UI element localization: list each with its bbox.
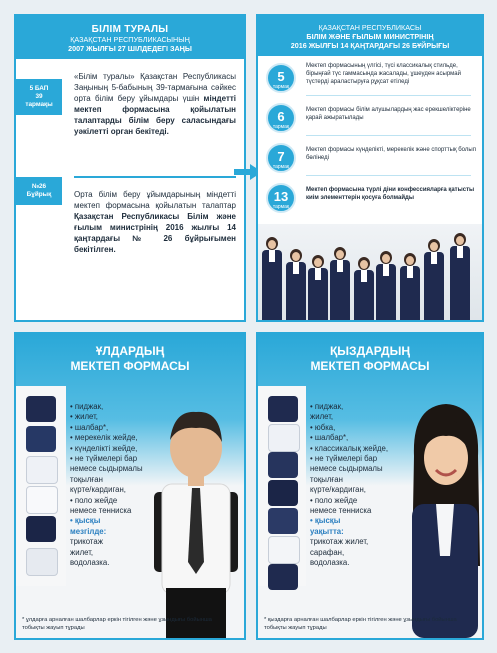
- order-text-bold: Қазақстан Республикасы Білім және ғылым министрінің 2016 жылғы 14 қаңтардағы № 26 бұйрығымен бекітілген.: [74, 212, 236, 254]
- clause-unit: тармақ: [272, 164, 290, 170]
- article-badge-number: 39: [35, 93, 43, 100]
- boys-title-line2: МЕКТЕП ФОРМАСЫ: [70, 359, 190, 373]
- student-figure: [424, 239, 444, 320]
- student-figure: [354, 257, 374, 320]
- student-figure: [400, 253, 420, 320]
- clause-number-badge: [266, 143, 296, 173]
- winter-label-2: мезгілде:: [70, 526, 107, 536]
- clause-divider: [306, 175, 471, 176]
- clause-item: [258, 140, 482, 176]
- order-panel-header: [258, 16, 482, 56]
- clause-text: Мектеп формасы білім алушылардың жас ерекшеліктеріне қарай ажыратылады: [306, 107, 471, 121]
- clause-divider: [306, 135, 471, 136]
- skirt-icon: [268, 508, 298, 534]
- list-item: тоқылған: [310, 474, 343, 484]
- law-panel-date: 2007 ЖЫЛҒЫ 27 ШІЛДЕДЕГІ ЗАҢЫ: [68, 44, 192, 53]
- cardigan-icon: [26, 516, 56, 542]
- boys-wardrobe-image: [16, 386, 66, 586]
- vest-icon: [26, 426, 56, 452]
- clause-number: 13: [273, 189, 289, 204]
- order-panel: [256, 14, 484, 322]
- clause-number: 5: [277, 69, 285, 84]
- winter-label: • қысқы: [70, 516, 101, 526]
- list-item: • поло жейде: [310, 495, 358, 505]
- student-figure: [450, 233, 470, 320]
- list-item: • не түймелері бар: [70, 454, 138, 464]
- article-badge-label: 5 БАП: [29, 85, 49, 92]
- list-item: • пиджак,: [70, 402, 104, 411]
- order-panel-title-1: ҚАЗАҚСТАН РЕСПУБЛИКАСЫ: [318, 23, 422, 32]
- clause-number: 7: [277, 149, 285, 164]
- law-text: [74, 71, 236, 137]
- list-item: немесе тенниска: [310, 506, 372, 516]
- list-item: немесе сыдырмалы: [310, 464, 383, 474]
- list-item: • классикалық жейде,: [310, 443, 389, 453]
- list-item: • не түймелері бар: [310, 454, 378, 464]
- students-photo: [258, 224, 482, 320]
- shirt-icon: [268, 536, 300, 564]
- blazer-icon: [268, 396, 298, 422]
- girl-student-photo: [408, 396, 482, 638]
- winter-label-2: уақытта:: [310, 526, 344, 536]
- list-item: немесе сыдырмалы: [70, 464, 143, 474]
- girls-items-list: [310, 402, 388, 569]
- girls-footnote: * қыздарға арналған шалбарлар еркін тігілген және ұзындығы бойынша тобықты жауып тұрады: [264, 617, 457, 631]
- law-panel-title: БІЛІМ ТУРАЛЫ: [91, 24, 169, 35]
- list-item: • шалбар*,: [310, 433, 349, 443]
- order-panel-title-2: БІЛІМ ЖӘНЕ ҒЫЛЫМ МИНИСТРІНІҢ: [306, 32, 434, 41]
- blazer-icon: [26, 396, 56, 422]
- clause-divider: [306, 95, 471, 96]
- boy-student-photo: [148, 392, 244, 638]
- clause-text: Мектеп формасына түрлі діни конфессияларға қатысты киім элементтерін қосуға болмайды: [306, 187, 475, 201]
- boys-footnote: * ұлдарға арналған шалбарлар еркін тігілген және ұзындығы бойынша тобықты жауып тұрады: [22, 617, 212, 631]
- boys-title-line1: ҰЛДАРДЫҢ: [95, 344, 165, 358]
- order-badge: [16, 177, 62, 205]
- order-badge-number: №26: [31, 183, 47, 190]
- clause-number-badge: [266, 63, 296, 93]
- shirt-icon: [26, 456, 58, 484]
- vest-icon: [268, 452, 298, 478]
- order-panel-title-3: 2016 ЖЫЛҒЫ 14 ҚАҢТАРДАҒЫ 26 БҰЙРЫҒЫ: [290, 41, 450, 50]
- clause-unit: тармақ: [272, 204, 290, 210]
- clause-number: 6: [277, 109, 285, 124]
- clause-number-badge: [266, 183, 296, 213]
- law-panel-header: [16, 16, 244, 59]
- student-figure: [376, 251, 396, 320]
- list-item: жилет,: [310, 412, 334, 422]
- polo-icon: [26, 548, 58, 576]
- list-item: • шалбар*,: [70, 422, 109, 432]
- boys-uniform-panel: [14, 332, 246, 640]
- list-item: трикотаж жилет,: [310, 537, 369, 547]
- girls-title-line2: МЕКТЕП ФОРМАСЫ: [310, 359, 430, 373]
- list-item: сарафан,: [310, 547, 345, 557]
- divider: [74, 176, 236, 178]
- student-figure: [286, 249, 306, 320]
- girls-panel-title: [258, 334, 482, 374]
- list-item: водолазка.: [310, 558, 350, 568]
- order-badge-label: Бұйрық: [26, 191, 52, 198]
- student-figure: [262, 237, 282, 320]
- list-item: жилет,: [70, 547, 94, 557]
- girls-title-line1: ҚЫЗДАРДЫҢ: [329, 344, 410, 358]
- list-item: • юбка,: [310, 422, 336, 432]
- law-panel: [14, 14, 246, 322]
- clause-unit: тармақ: [272, 84, 290, 90]
- clause-item: [258, 60, 482, 96]
- article-badge-unit: тармақы: [25, 101, 53, 108]
- student-figure: [308, 255, 328, 320]
- clause-unit: тармақ: [272, 124, 290, 130]
- clause-number-badge: [266, 103, 296, 133]
- shirt-icon: [26, 486, 58, 514]
- clause-item: [258, 100, 482, 136]
- clause-text: Мектеп формасының үлгісі, түсі классикалық стильде, бірыңғай түс гаммасында жасалады, ұшеуден асырмай түстерді араластыруға рұқсат етіледі: [306, 63, 461, 85]
- order-text: [74, 189, 236, 255]
- trousers-icon: [268, 564, 298, 590]
- law-text-plain: «Білім туралы» Қазақстан Республикасы Заңының 5-бабының 39-тармағына сәйкес орта білім беру ұйымдары үшін: [74, 72, 236, 103]
- order-text-plain: Орта білім беру ұйымдарының міндетті мектеп формасына қойылатын талаптар: [74, 190, 236, 210]
- student-figure: [330, 247, 350, 320]
- girls-uniform-panel: [256, 332, 484, 640]
- law-text-bold: міндетті мектеп формасына қойылатын талаптарды білім беру саласындағы уәкілетті орган бекітеді.: [74, 94, 236, 136]
- list-item: • жилет,: [70, 412, 98, 422]
- article-badge: [16, 79, 62, 115]
- shirt-icon: [268, 424, 300, 452]
- list-item: • поло жейде: [70, 495, 118, 505]
- clause-item: [258, 180, 482, 216]
- list-item: тоқылған: [70, 474, 103, 484]
- boys-items-list: [70, 402, 143, 569]
- girls-wardrobe-image: [258, 386, 306, 586]
- clause-text: Мектеп формасы күнделікті, мерекелік және спорттық болып бөлінеді: [306, 147, 476, 161]
- boys-panel-title: [16, 334, 244, 374]
- law-panel-subtitle: ҚАЗАҚСТАН РЕСПУБЛИКАСЫНЫҢ: [70, 35, 190, 44]
- winter-label: • қысқы: [310, 516, 341, 526]
- list-item: күрте/кардиган,: [70, 485, 126, 495]
- list-item: • мерекелік жейде,: [70, 433, 138, 443]
- list-item: водолазка.: [70, 558, 110, 568]
- list-item: трикотаж: [70, 537, 103, 547]
- list-item: • күнделікті жейде,: [70, 443, 138, 453]
- list-item: күрте/кардиган,: [310, 485, 366, 495]
- list-item: немесе тенниска: [70, 506, 132, 516]
- skirt-icon: [268, 480, 298, 506]
- list-item: • пиджак,: [310, 402, 344, 411]
